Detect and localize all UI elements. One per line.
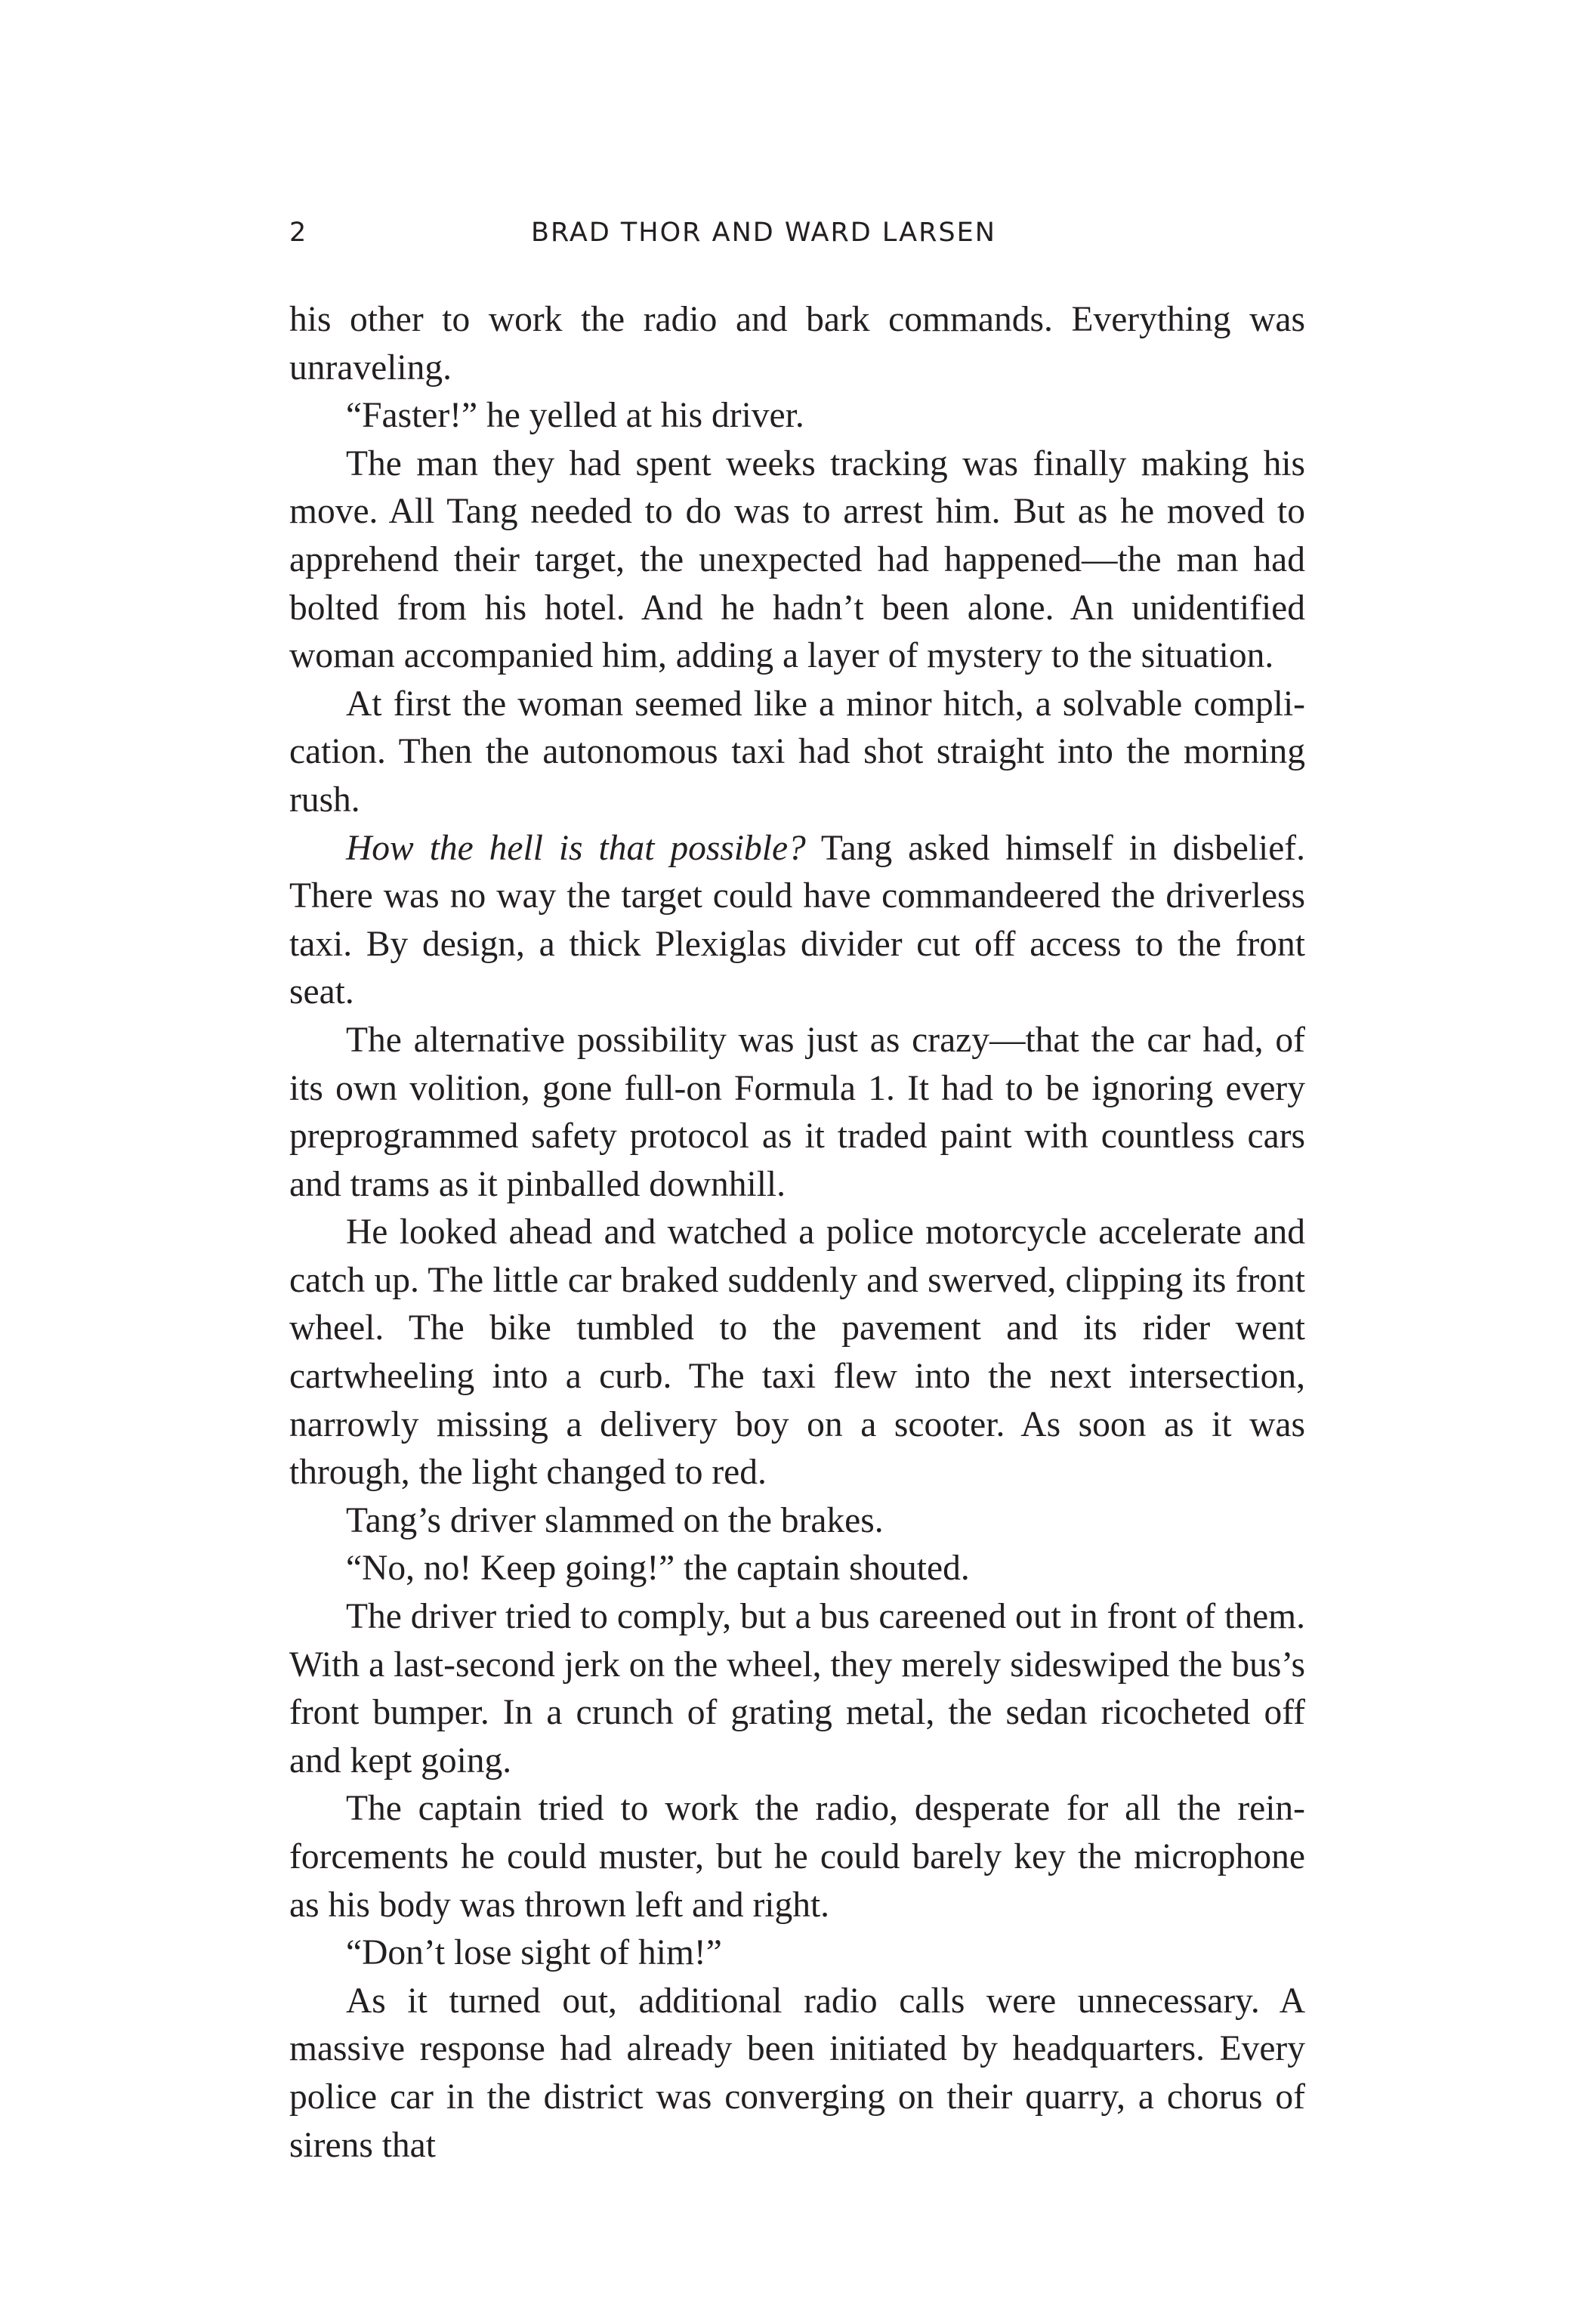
paragraph: Tang’s driver slammed on the brakes. bbox=[346, 1500, 884, 1540]
paragraph bbox=[289, 825, 1305, 1017]
paragraph: As it turned out, additional radio calls were unnecessary. A massive response had already been initiated by headquarters. Every police car in the district was converging on their quarry, a chorus of sirens that bbox=[289, 1981, 1305, 2165]
paragraph: “Faster!” he yelled at his driver. bbox=[346, 396, 804, 436]
paragraph: The captain tried to work the radio, desperate for all the reinforcements he could muster, but he could barely key the microphone as his body was thrown left and right. bbox=[289, 1789, 1305, 1925]
paragraph: The driver tried to comply, but a bus careened out in front of them. With a last-second jerk on the wheel, they merely sideswiped the bus’s front bumper. In a crunch of grating metal, the sedan ricocheted off and kept going. bbox=[289, 1597, 1305, 1781]
running-head bbox=[289, 218, 1305, 255]
paragraph: “Don’t lose sight of him!” bbox=[346, 1933, 722, 1973]
paragraph: At first the woman seemed like a minor hitch, a solvable complication. Then the autonomous taxi had shot straight into the morning rush. bbox=[289, 684, 1305, 820]
paragraph: He looked ahead and watched a police motorcycle accelerate and catch up. The little car braked suddenly and swerved, clipping its front wheel. The bike tumbled to the pavement and its rider went cartwheeling into a curb. The taxi flew into the next intersection, narrowly missing a delivery boy on a scooter. As soon as it was through, the light changed to red. bbox=[289, 1212, 1305, 1493]
italic-thought: How the hell is that possible? bbox=[346, 828, 806, 868]
body-text bbox=[289, 296, 1305, 2170]
paragraph: “No, no! Keep going!” the captain shouted. bbox=[346, 1549, 970, 1589]
page-number: 2 bbox=[289, 218, 308, 248]
paragraph-text: Tang asked himself in disbelief. There was no way the target could have commandeered the driverless taxi. By design, a thick Plexiglas divider cut off access to the front seat. bbox=[289, 828, 1306, 1012]
paragraph: The alternative possibility was just as crazy—that the car had, of its own volition, gone full-on Formula 1. It had to be ignoring every preprogrammed safety protocol as it traded paint with countless cars and trams as it pinballed downhill. bbox=[289, 1020, 1305, 1204]
paragraph: The man they had spent weeks tracking was finally making his move. All Tang needed to do was to arrest him. But as he moved to apprehend their target, the unexpected had happened—the man had bolted from his hotel. And he hadn’t been alone. An unidentified woman accompanied him, adding a layer of mystery to the situation. bbox=[289, 443, 1305, 676]
paragraph: his other to work the radio and bark commands. Everything was unraveling. bbox=[289, 300, 1305, 388]
running-title: BRAD THOR AND WARD LARSEN bbox=[531, 218, 996, 248]
